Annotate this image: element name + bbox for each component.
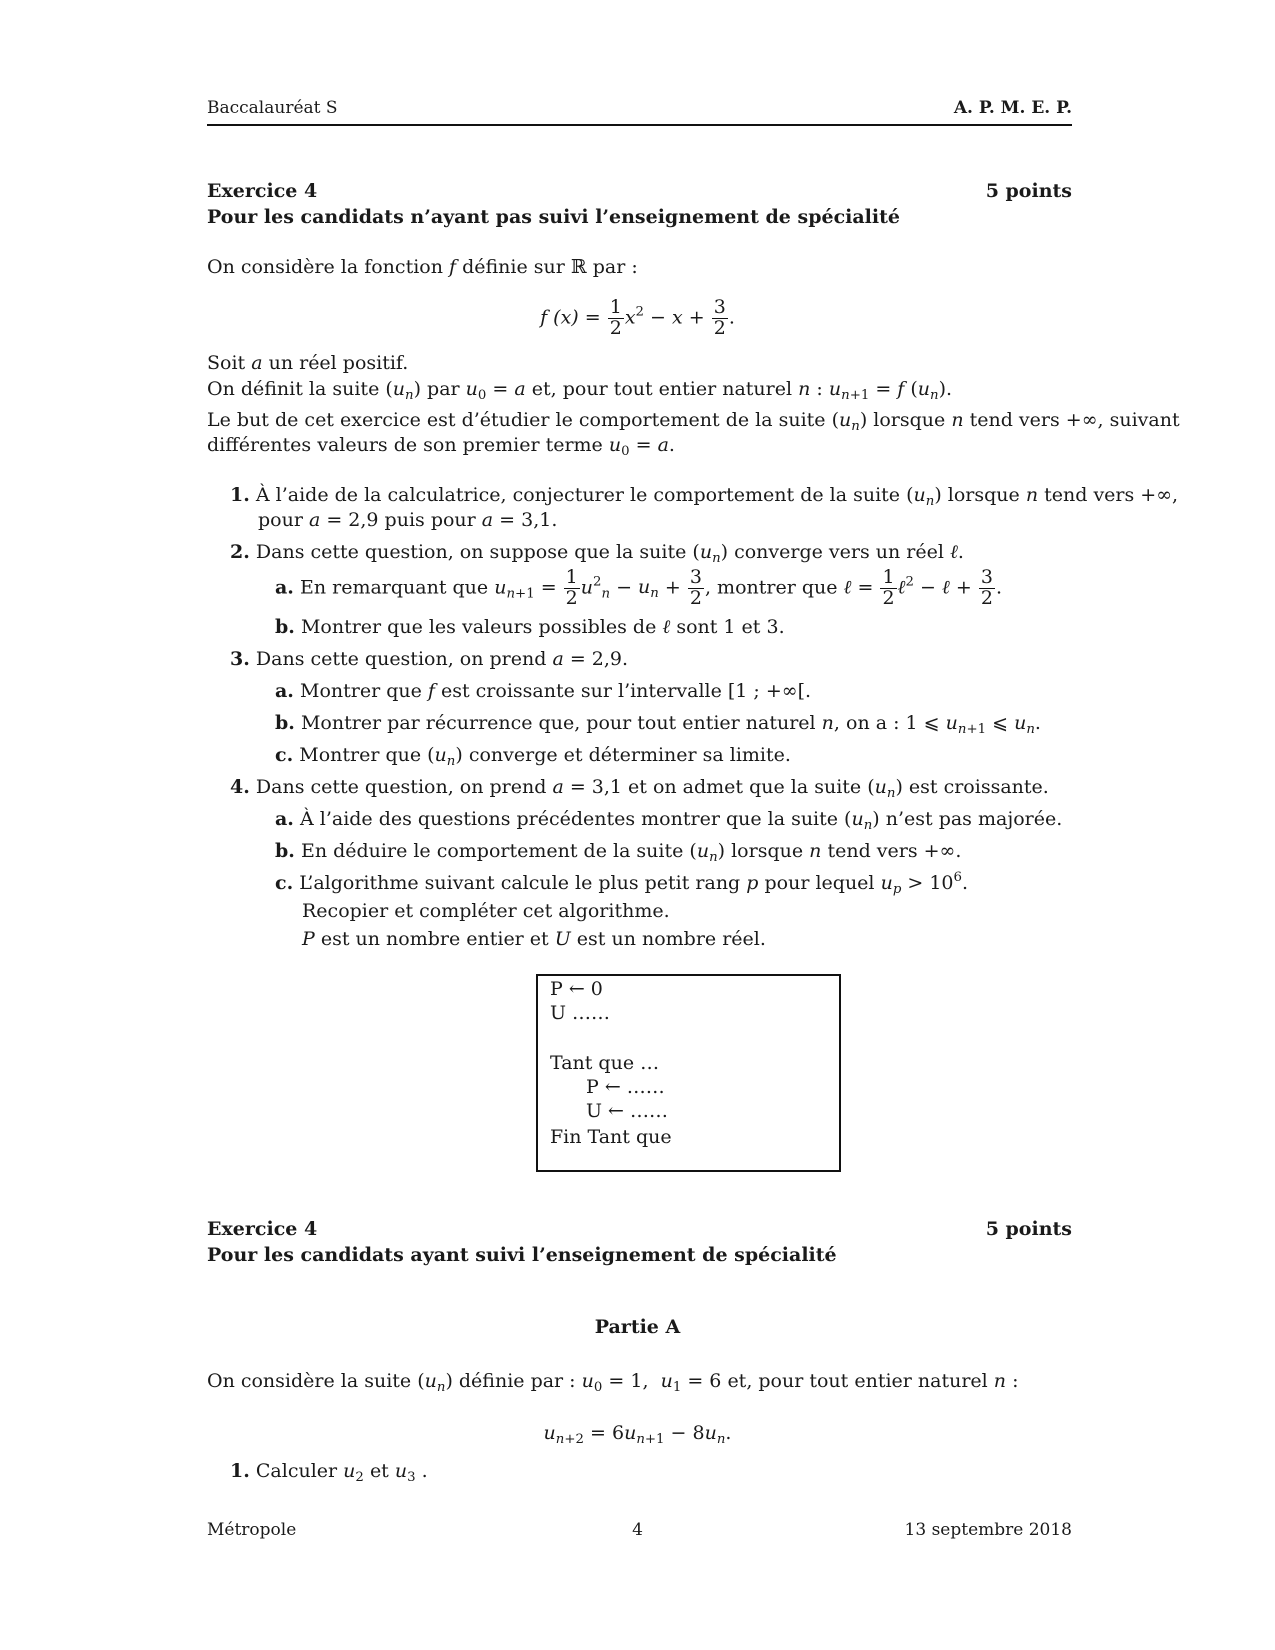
algorithm-line: P ← 0 [550,978,603,1000]
question-4b: b. En déduire le comportement de la suite $(u_n)$ lorsque n tend vers +∞. [275,840,962,865]
question-3: 3. Dans cette question, on prend a = 2,9. [230,648,629,670]
exercise-subtitle: Pour les candidats ayant suivi l’enseignement de spécialité [207,1244,837,1266]
exercise-points: 5 points [985,1218,1072,1240]
algorithm-line: Fin Tant que [550,1126,672,1148]
exercise-points: 5 points [985,180,1072,202]
algorithm-box [536,974,841,1172]
footer-date: 13 septembre 2018 [904,1520,1072,1540]
algorithm-line: P ← …… [586,1076,665,1098]
question-1: 1. Calculer $u_2$ et $u_3$ . [230,1460,428,1485]
question-4a: a. À l’aide des questions précédentes montrer que la suite $(u_n)$ n’est pas majorée. [275,808,1063,833]
goal-line-2: différentes valeurs de son premier terme $u_0 = a$. [207,434,675,459]
header-left: Baccalauréat S [207,98,338,118]
question-2: 2. Dans cette question, on suppose que la suite $(u_n)$ converge vers un réel ℓ. [230,541,964,566]
intro-line: On considère la fonction f définie sur ℝ par : [207,256,638,278]
question-4c-instruction: Recopier et compléter cet algorithme. [302,900,670,922]
goal-line-1: Le but de cet exercice est d’étudier le comportement de la suite $(u_n)$ lorsque n tend vers +∞, suivant [207,409,1180,434]
header-rule [207,124,1072,126]
algorithm-line: U …… [550,1002,611,1024]
question-4c-variables: P est un nombre entier et U est un nombre réel. [302,928,766,950]
header-right: A. P. M. E. P. [953,98,1072,118]
exercise-title: Exercice 4 [207,180,318,202]
soit-line: Soit a un réel positif. [207,352,409,374]
question-3a: a. Montrer que f est croissante sur l’intervalle [1 ; +∞[. [275,680,812,702]
recurrence-formula: $u_{n+2} = 6u_{n+1} - 8u_n$. [543,1422,732,1447]
exercise-subtitle: Pour les candidats n’ayant pas suivi l’enseignement de spécialité [207,206,900,228]
definition-line: On définit la suite $(u_n)$ par $u_0 = a$ et, pour tout entier naturel n : $u_{n+1} = f$ $(u_n)$. [207,378,953,403]
question-3c: c. Montrer que $(u_n)$ converge et déterminer sa limite. [275,744,791,769]
algorithm-line: Tant que … [550,1052,660,1074]
intro-line: On considère la suite $(u_n)$ définie par : $u_0 = 1$, $u_1 = 6$ et, pour tout entier naturel n : [207,1370,1019,1395]
question-4: 4. Dans cette question, on prend a = 3,1 et on admet que la suite $(u_n)$ est croissante. [230,776,1049,801]
question-2b: b. Montrer que les valeurs possibles de ℓ sont 1 et 3. [275,616,785,638]
question-1-values: pour a = 2,9 puis pour a = 3,1. [258,509,558,531]
exercise-title: Exercice 4 [207,1218,318,1240]
function-formula: f (x) = $\frac{1}{2}$ $x^2 - x$ + $\frac{3}{2}$ . [540,296,735,339]
footer-left: Métropole [207,1520,297,1540]
question-4c: c. L’algorithme suivant calcule le plus petit rang p pour lequel $u_p > 10^6$. [275,870,969,897]
question-3b: b. Montrer par récurrence que, pour tout entier naturel n, on a : 1 ⩽ $u_{n+1}$ ⩽ $u_n$. [275,712,1041,737]
question-1: 1. À l’aide de la calculatrice, conjecturer le comportement de la suite $(u_n)$ lorsque n tend vers +∞, [230,484,1179,509]
partie-title: Partie A [594,1316,681,1338]
page-number: 4 [632,1520,643,1540]
question-2a: a. En remarquant que $u_{n+1}$ = $\frac{1}{2}$ $u^2_n - u_n$ + $\frac{3}{2}$ , montrer que ℓ = $\frac{1}{2}$ ℓ$^2$ − ℓ + $\frac{3}{2}$ . [275,566,1002,609]
algorithm-line: U ← …… [586,1100,669,1122]
